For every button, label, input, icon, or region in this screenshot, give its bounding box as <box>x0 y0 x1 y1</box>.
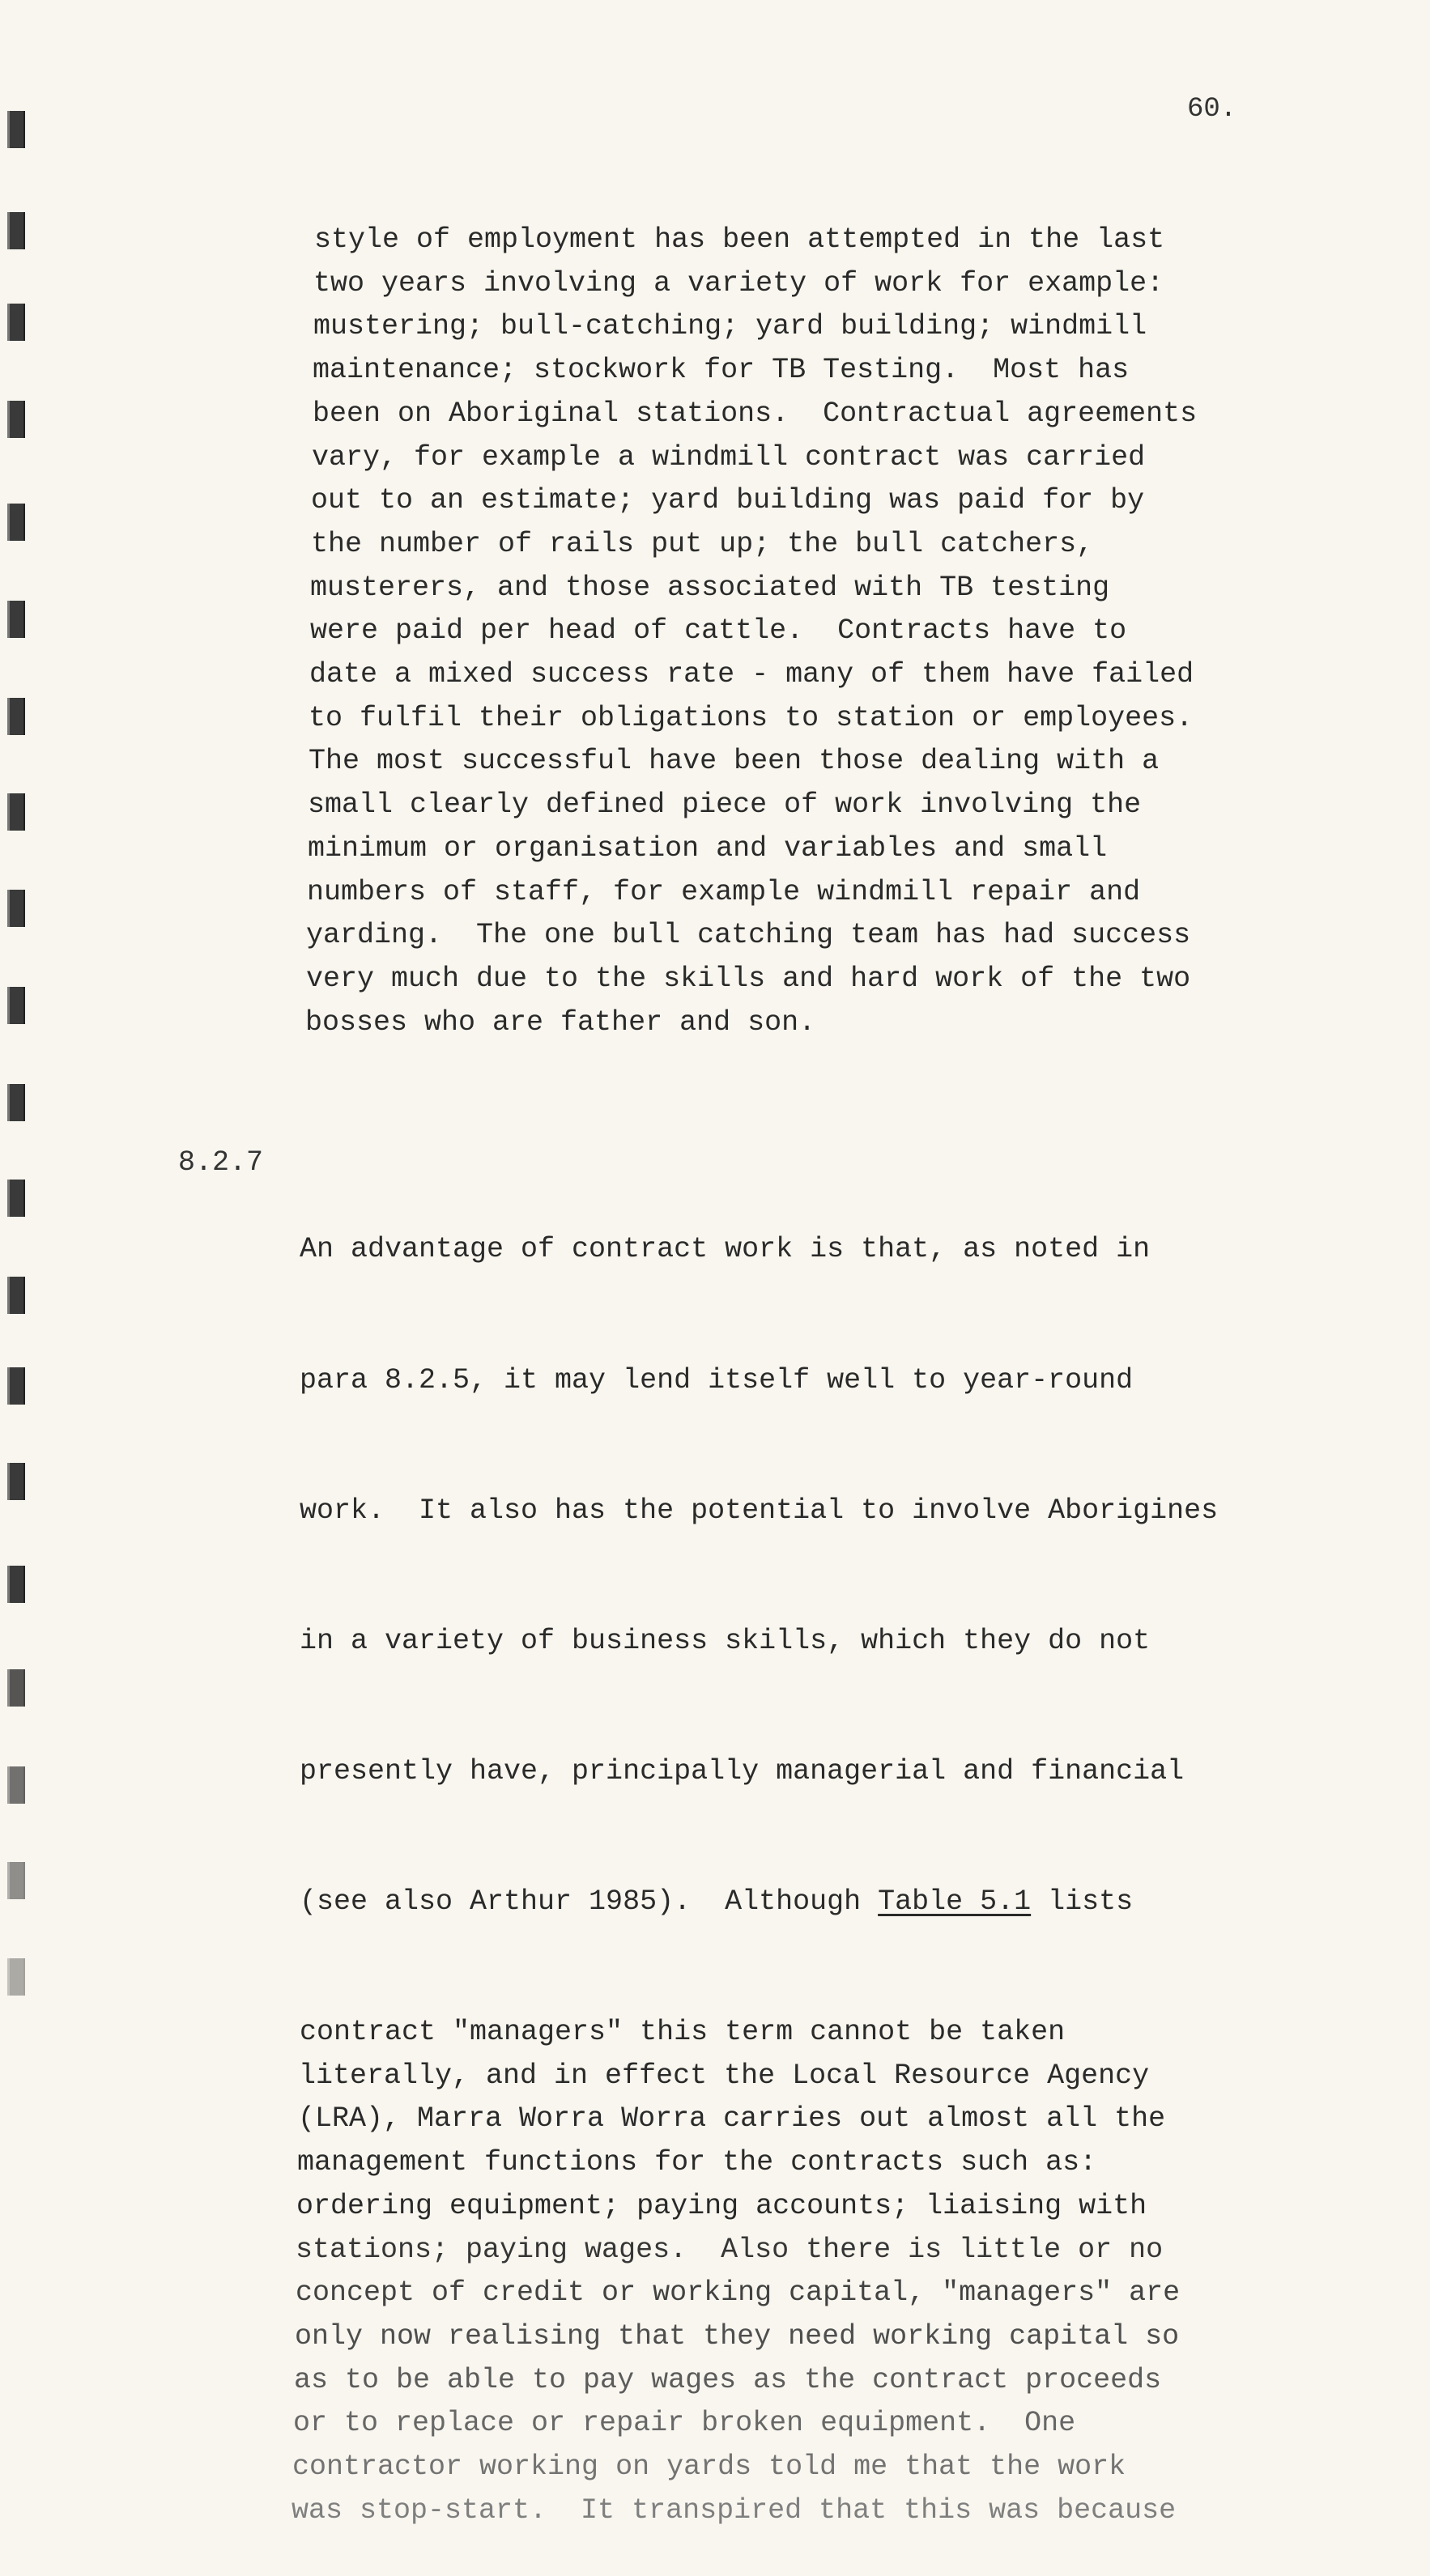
binding-hole <box>7 401 25 438</box>
text-line: presently have, principally managerial and financial <box>300 1754 1185 1787</box>
binding-hole <box>7 1669 25 1707</box>
text-line: two years involving a variety of work for example: <box>313 266 1164 300</box>
binding-hole <box>7 504 25 541</box>
binding-hole <box>7 890 25 927</box>
text-line: contractor working on yards told me that the work <box>292 2451 1126 2484</box>
text-line: out to an estimate; yard building was paid for by <box>311 484 1145 517</box>
text-line: the number of rails put up; the bull catchers, <box>311 527 1094 560</box>
binding-hole <box>7 1766 25 1804</box>
text-line: (LRA), Marra Worra Worra carries out almost all the <box>298 2102 1166 2136</box>
binding-hole <box>7 987 25 1024</box>
text-line: very much due to the skills and hard work of the two <box>306 962 1191 995</box>
text-line: yarding. The one bull catching team has had success <box>306 919 1191 952</box>
binding-hole <box>7 793 25 831</box>
binding-hole <box>7 601 25 638</box>
paragraph-continued <box>305 219 1198 1044</box>
text-line: date a mixed success rate - many of them have failed <box>309 658 1194 691</box>
text-line: only now realising that they need working capital so <box>295 2319 1180 2353</box>
text-line: maintenance; stockwork for TB Testing. Most has <box>313 354 1130 387</box>
text-line: minimum or organisation and variables and small <box>308 831 1108 865</box>
binding-hole <box>7 1180 25 1217</box>
binding-hole <box>7 1277 25 1314</box>
text-line: small clearly defined piece of work involving the <box>308 789 1142 822</box>
text-line: to fulfil their obligations to station or employees. <box>309 701 1194 734</box>
text-line: work. It also has the potential to involve Aborigines <box>300 1494 1219 1527</box>
text-line: was stop-start. It transpired that this was because <box>292 2493 1177 2527</box>
text-line: concept of credit or working capital, "managers" are <box>296 2276 1181 2310</box>
binding-hole <box>7 1084 25 1121</box>
binding-hole <box>7 1862 25 1899</box>
text-line: were paid per head of cattle. Contracts have to <box>310 614 1127 648</box>
binding-hole <box>7 1367 25 1405</box>
text-line: The most successful have been those dealing with a <box>309 745 1160 778</box>
text-line: contract "managers" this term cannot be taken <box>300 2016 1066 2049</box>
text-line: para 8.2.5, it may lend itself well to year-round <box>300 1363 1134 1396</box>
section-number: 8.2.7 <box>178 1146 264 1179</box>
text-line: been on Aboriginal stations. Contractual agreements <box>313 397 1198 430</box>
text-line: management functions for the contracts such as: <box>297 2146 1097 2179</box>
table-reference: Table 5.1 <box>878 1885 1032 1918</box>
text-line: vary, for example a windmill contract was carried <box>312 440 1146 474</box>
text-line: style of employment has been attempted in the last <box>314 223 1165 256</box>
text-line: literally, and in effect the Local Resource Agency <box>299 2059 1150 2092</box>
page-number: 60. <box>1187 94 1237 125</box>
binding-hole <box>7 698 25 735</box>
binding-holes <box>0 0 32 2024</box>
binding-hole <box>7 111 25 148</box>
text-segment: (see also Arthur 1985). Although <box>300 1885 879 1918</box>
binding-hole <box>7 1958 25 1996</box>
binding-hole <box>7 304 25 341</box>
binding-hole <box>7 212 25 249</box>
text-line: ordering equipment; paying accounts; liaising with <box>296 2189 1147 2222</box>
text-line: An advantage of contract work is that, as noted in <box>300 1233 1151 1266</box>
text-line: as to be able to pay wages as the contract proceeds <box>294 2363 1162 2396</box>
text-line: musterers, and those associated with TB testing <box>310 571 1110 604</box>
text-segment: lists <box>1031 1885 1134 1918</box>
paragraph-8-2-7 <box>292 1141 1219 2576</box>
text-line: stations; paying wages. Also there is little or no <box>296 2233 1164 2266</box>
binding-hole <box>7 1566 25 1603</box>
text-line: numbers of staff, for example windmill repair and <box>307 875 1141 908</box>
text-line: in a variety of business skills, which they do not <box>300 1624 1151 1657</box>
text-line <box>300 1881 1218 1924</box>
text-line: or to replace or repair broken equipment. One <box>293 2407 1076 2440</box>
text-line: mustering; bull-catching; yard building; windmill <box>313 310 1147 343</box>
text-line: bosses who are father and son. <box>305 1005 816 1039</box>
binding-hole <box>7 1463 25 1500</box>
